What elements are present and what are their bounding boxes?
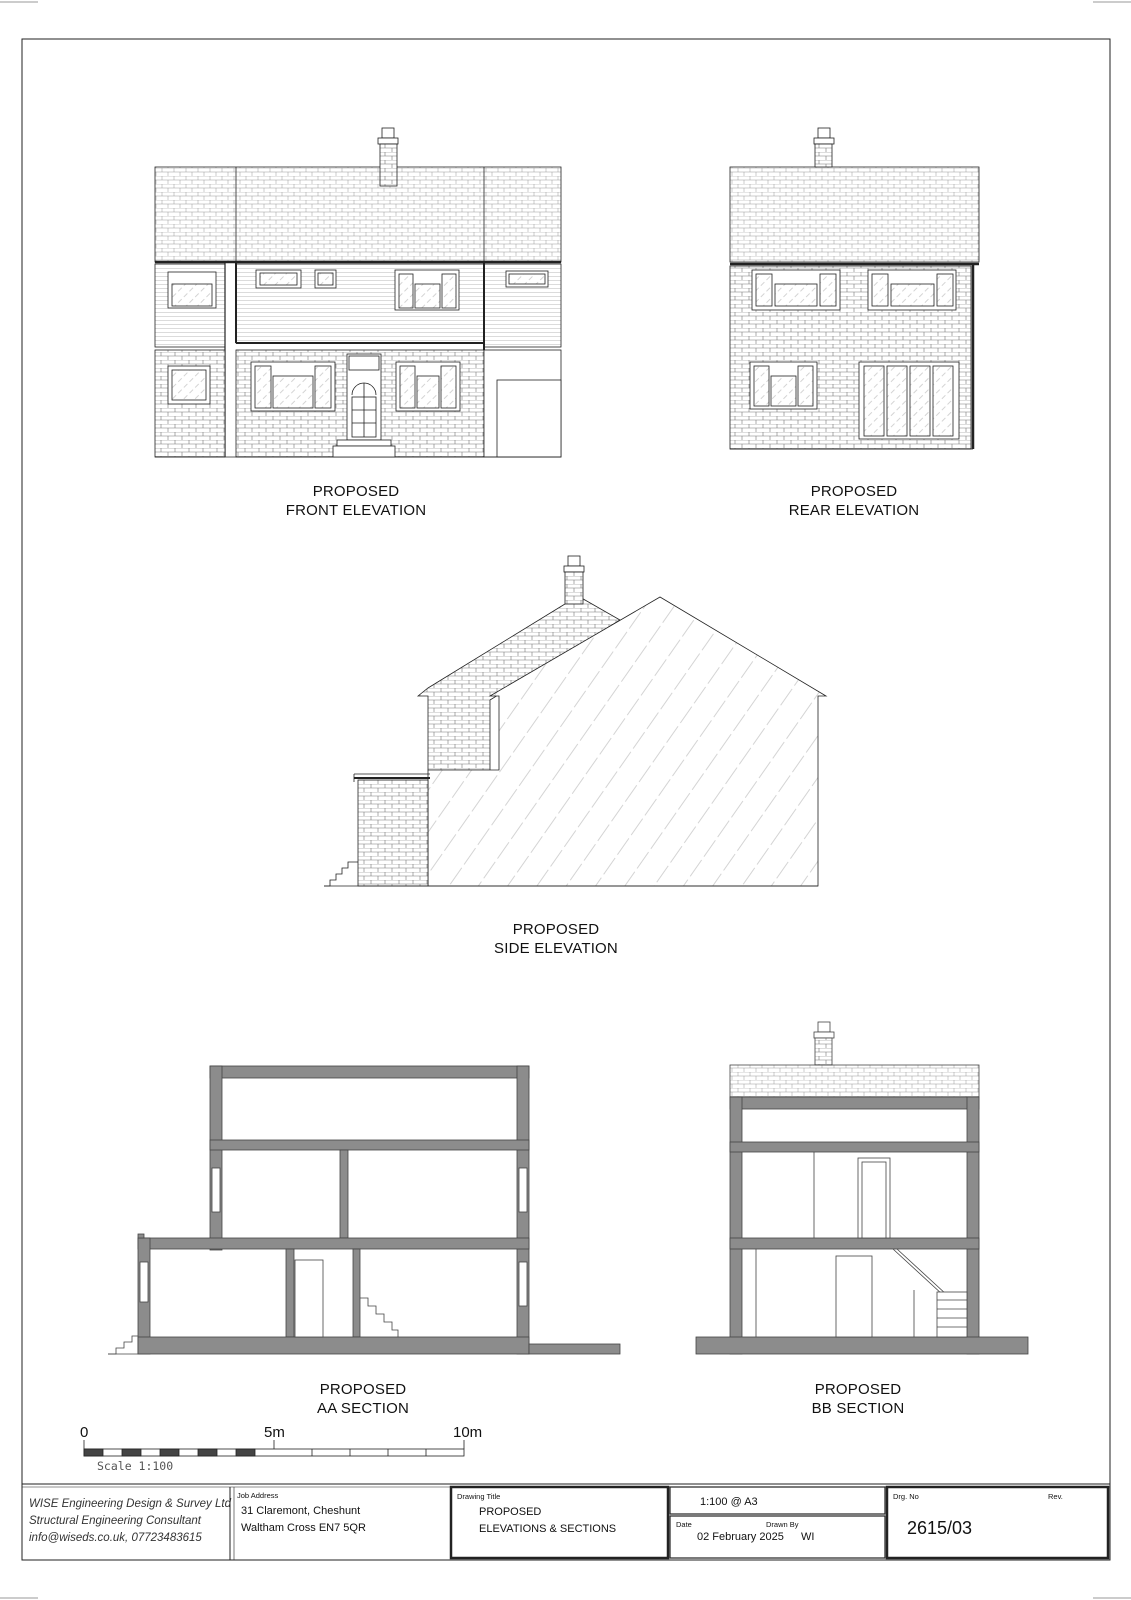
drawing-title-line: ELEVATIONS & SECTIONS: [479, 1523, 617, 1535]
rear-elevation: [730, 128, 979, 449]
company-name: WISE Engineering Design & Survey Ltd: [29, 1498, 231, 1510]
scale-tick-5: 5m: [264, 1424, 285, 1441]
rev-label: Rev.: [1048, 1492, 1063, 1501]
caption-line: PROPOSED: [814, 1381, 902, 1398]
caption-line: PROPOSED: [810, 483, 898, 500]
company-role: Structural Engineering Consultant: [29, 1515, 201, 1527]
rear-chimney: [814, 128, 834, 167]
caption-line: REAR ELEVATION: [788, 502, 920, 519]
company-contact: info@wiseds.co.uk, 07723483615: [29, 1532, 202, 1544]
aa-section: [108, 1066, 620, 1354]
scale-caption: Scale 1:100: [97, 1459, 174, 1473]
caption-line: SIDE ELEVATION: [494, 940, 618, 957]
bb-section-caption: [758, 1380, 958, 1418]
caption-line: PROPOSED: [319, 1381, 407, 1398]
bb-chimney: [814, 1022, 834, 1065]
drawn-by-value: WI: [801, 1531, 815, 1543]
caption-line: FRONT ELEVATION: [285, 502, 427, 519]
date-label: Date: [676, 1520, 692, 1529]
front-elevation-caption: [256, 482, 456, 520]
drawing-title-label: Drawing Title: [457, 1492, 501, 1501]
bb-roof: [730, 1065, 979, 1097]
bb-section: [696, 1022, 1028, 1354]
drawing-title-line: PROPOSED: [479, 1506, 542, 1518]
job-address-line: Waltham Cross EN7 5QR: [241, 1522, 366, 1534]
company-block: [29, 1496, 231, 1547]
side-elevation: [324, 556, 826, 886]
aa-section-caption: [263, 1380, 463, 1418]
caption-line: PROPOSED: [512, 921, 600, 938]
rear-elevation-caption: [754, 482, 954, 520]
front-door: [347, 354, 381, 440]
side-chimney: [564, 556, 584, 604]
front-elevation: [155, 128, 561, 457]
front-roof: [155, 167, 561, 262]
front-chimney: [378, 128, 398, 186]
scale-tick-10: 10m: [453, 1424, 483, 1441]
side-elevation-caption: [456, 920, 656, 958]
drawing-title: [479, 1504, 616, 1538]
drawn-by-label: Drawn By: [766, 1520, 799, 1529]
caption-line: AA SECTION: [316, 1400, 410, 1417]
caption-line: PROPOSED: [312, 483, 400, 500]
scale-bar: [84, 1440, 464, 1456]
date-value: 02 February 2025: [697, 1531, 784, 1543]
scale-tick-0: 0: [80, 1424, 89, 1441]
side-extension: [358, 780, 428, 886]
scale-value: 1:100 @ A3: [700, 1496, 758, 1508]
drg-no-label: Drg. No: [893, 1492, 919, 1501]
job-address-label: Job Address: [237, 1491, 279, 1500]
rear-roof: [730, 167, 979, 262]
caption-line: BB SECTION: [811, 1400, 905, 1417]
drg-no-value: 2615/03: [907, 1518, 973, 1538]
job-address-line: 31 Claremont, Cheshunt: [241, 1505, 361, 1517]
job-address: [241, 1503, 366, 1537]
